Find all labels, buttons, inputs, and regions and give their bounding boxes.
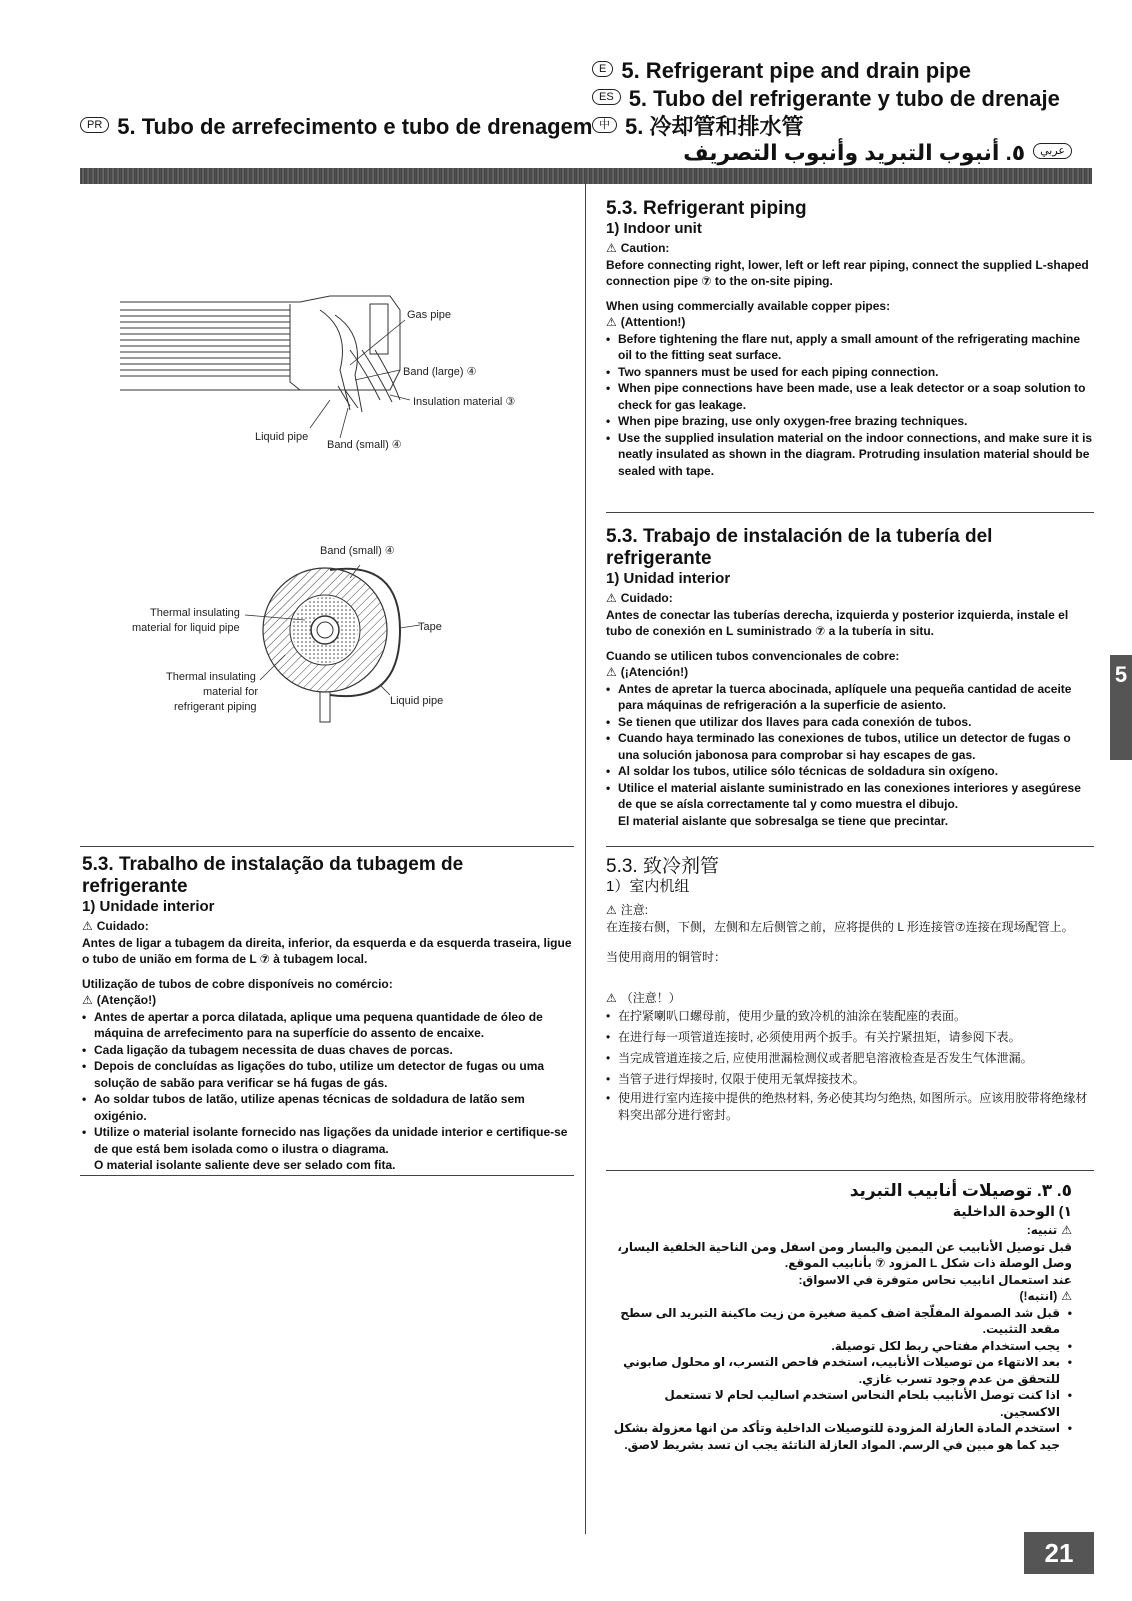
section-subtitle-pt: 1) Unidade interior (82, 898, 215, 915)
caution-text: قبل توصيل الأنابيب عن اليمين واليسار ومن اسفل ومن الناحية الخلفية اليسار، وصل الوصلة ذات شكل L المزود ⑦ بأنابيب الموقع. (617, 1239, 1072, 1270)
lang-badge-zh: 中 (592, 117, 617, 133)
divider-pt-bottom (80, 1175, 574, 1176)
attention-label: (انتبه!) (1019, 1289, 1058, 1303)
label-gas-pipe: Gas pipe (407, 309, 452, 321)
list-item: • 当完成管道连接之后, 应使用泄漏检测仪或者肥皂溶液检查是否发生气体泄漏。 (606, 1048, 1094, 1069)
label-liquid-pipe-2: Liquid pipe (390, 695, 444, 707)
section-english (606, 198, 1094, 479)
section-spanish (606, 526, 1094, 829)
label-insulation-material: Insulation material ③ (413, 396, 516, 408)
header-es (592, 86, 1060, 112)
warning-icon: ⚠ (82, 993, 93, 1007)
section-subtitle-zh: 1）室内机组 (606, 878, 690, 895)
header-pt-title: 5. Tubo de arrefecimento e tubo de drenagem (117, 114, 593, 139)
caution-label: 注意: (620, 903, 649, 917)
header-en-title: 5. Refrigerant pipe and drain pipe (621, 58, 971, 83)
warning-icon: ⚠ (1061, 1223, 1072, 1237)
divider-zh-ar (606, 1170, 1094, 1171)
copper-intro: Cuando se utilicen tubos convencionales de cobre: (606, 648, 900, 663)
warning-icon: ⚠ (606, 903, 617, 917)
caution-label: تنبيه: (1026, 1223, 1058, 1237)
pipe-insulation-cross-section (120, 540, 540, 740)
warning-icon: ⚠ (606, 990, 617, 1005)
warning-icon: ⚠ (606, 315, 617, 329)
section-chinese (606, 856, 1094, 1124)
last-line-pt: O material isolante saliente deve ser selado com fita. (94, 1158, 396, 1172)
label-band-large: Band (large) ④ (403, 366, 477, 378)
lang-badge-pt: PR (80, 117, 109, 133)
header-divider-bar (80, 168, 1092, 184)
header-en (592, 58, 971, 84)
caution-text: Before connecting right, lower, left or left rear piping, connect the supplied L-shaped connection pipe ⑦ to the on-site piping. (606, 257, 1089, 288)
section-title-ar: ٥. ٣. توصيلات أنابيب التبريد (849, 1181, 1072, 1200)
warning-icon: ⚠ (82, 919, 93, 933)
bullet-list-es (606, 681, 1094, 813)
list-item: • 当管子进行焊接时, 仅限于使用无氧焊接技术。 (606, 1069, 1094, 1090)
list-item: • Ao soldar tubos de latão, utilize apenas técnicas de soldadura de latão sem oxigénio. (82, 1091, 574, 1124)
list-item: • Before tightening the flare nut, apply a small amount of the refrigerating machine oil to the fitting seat surface. (606, 331, 1094, 364)
list-item: • بعد الانتهاء من توصيلات الأنابيب، استخدم فاحص التسرب، او محلول صابوني للتحقق من عدم وجود تسرب غازي. (606, 1354, 1072, 1387)
copper-intro: Utilização de tubos de cobre disponíveis no comércio: (82, 976, 393, 991)
list-item: • استخدم المادة العازلة المزودة للتوصيلات الداخلية وتأكد من انها معزولة بشكل جيد كما هو مبين في الرسم. المواد العازلة الناتئة يجب ان تسد بشريط لاصق. (606, 1420, 1072, 1453)
copper-intro: 当使用商用的铜管时： (606, 950, 727, 964)
section-title-zh: 5.3. 致冷剂管 (606, 856, 719, 877)
list-item: • Depois de concluídas as ligações do tubo, utilize um detector de fugas ou uma solução de sabão para verificar se há fugas de gás. (82, 1058, 574, 1091)
section-title-en: 5.3. Refrigerant piping (606, 198, 807, 219)
caution-label: Caution: (620, 241, 670, 255)
list-item: • يجب استخدام مفتاحي ربط لكل توصيلة. (606, 1338, 1072, 1355)
section-portuguese (82, 854, 574, 1174)
divider-pt-top (80, 846, 574, 847)
list-item: • Utilice el material aislante suministrado en las conexiones interiores y asegúrese de que se aísla correctamente tal y como muestra el dibujo. (606, 780, 1094, 813)
label-thermal-ref-3: refrigerant piping (174, 701, 257, 713)
list-item: • Antes de apertar a porca dilatada, aplique uma pequena quantidade de óleo de máquina de arrefecimento para na superfície do assento de encaixe. (82, 1009, 574, 1042)
last-line-es: El material aislante que sobresalga se tiene que precintar. (618, 813, 949, 828)
attention-label: (Atenção!) (96, 993, 157, 1007)
caution-text: Antes de ligar a tubagem da direita, inferior, da esquerda e da esquerda traseira, ligue o tubo de união em forma de L ⑦ à tubagem local. (82, 935, 572, 966)
lang-badge-ar: عربي (1033, 143, 1072, 159)
attention-label: (Attention!) (620, 315, 686, 329)
divider-en-es (606, 512, 1094, 513)
list-item: • When pipe brazing, use only oxygen-free brazing techniques. (606, 413, 1094, 430)
copper-intro: When using commercially available copper pipes: (606, 298, 891, 313)
lang-badge-es: ES (592, 89, 621, 105)
bullet-list-en (606, 331, 1094, 480)
section-title-pt: 5.3. Trabalho de instalação da tubagem de refrigerante (82, 854, 464, 897)
caution-text: Antes de conectar las tuberías derecha, izquierda y posterior izquierda, instale el tubo de conexión en L suministrado ⑦ a la tubería in situ. (606, 607, 1069, 638)
label-band-small-2: Band (small) ④ (320, 545, 395, 557)
list-item: • Use the supplied insulation material on the indoor connections, and make sure it is neatly insulated as shown in the diagram. Protruding insulation material should be sealed with tape. (606, 430, 1094, 480)
divider-es-zh (606, 846, 1094, 847)
list-item: • Antes de apretar la tuerca abocinada, aplíquele una pequeña cantidad de aceite para máquinas de refrigeración a la superficie de asiento. (606, 681, 1094, 714)
attention-label: （注意！） (620, 990, 681, 1005)
section-subtitle-ar: ١) الوحدة الداخلية (952, 1203, 1072, 1219)
side-chapter-tab: 5 (1110, 655, 1132, 760)
warning-icon: ⚠ (606, 241, 617, 255)
header-zh-title: 5. 冷却管和排水管 (625, 114, 804, 139)
list-item: • When pipe connections have been made, use a leak detector or a soap solution to check for gas leakage. (606, 380, 1094, 413)
header-pt (80, 114, 592, 140)
section-title-es: 5.3. Trabajo de instalación de la tubería del refrigerante (606, 526, 993, 569)
list-item: • Al soldar los tubos, utilice sólo técnicas de soldadura sin oxígeno. (606, 763, 1094, 780)
bullet-list-pt (82, 1009, 574, 1158)
section-arabic (606, 1180, 1072, 1453)
list-item: • Cuando haya terminado las conexiones de tubos, utilice un detector de fugas o una solución jabonosa para comprobar si hay escapes de gas. (606, 730, 1094, 763)
warning-icon: ⚠ (606, 665, 617, 679)
caution-text: 在连接右侧，下侧，左侧和左后侧管之前，应将提供的 L 形连接管⑦连接在现场配管上。 (606, 919, 1074, 934)
column-divider (585, 184, 586, 1534)
list-item: • 使用进行室内连接中提供的绝热材料, 务必使其均匀绝热, 如图所示。应该用胶带将绝缘材料突出部分进行密封。 (606, 1090, 1094, 1124)
lang-badge-en: E (592, 61, 613, 77)
label-thermal-ref-1: Thermal insulating (166, 671, 256, 683)
header-zh (592, 114, 803, 140)
header-ar (683, 140, 1072, 166)
label-tape: Tape (418, 621, 442, 633)
list-item: • Se tienen que utilizar dos llaves para cada conexión de tubos. (606, 714, 1094, 731)
copper-intro: عند استعمال انابيب نحاس متوفرة في الاسواق: (798, 1272, 1072, 1287)
label-band-small: Band (small) ④ (327, 439, 402, 451)
header-es-title: 5. Tubo del refrigerante y tubo de drenaje (628, 86, 1060, 111)
section-subtitle-es: 1) Unidad interior (606, 570, 731, 587)
list-item: • قبل شد الصمولة المفلّجة اضف كمية صغيرة من زيت ماكينة التبريد الى سطح مقعد التثبيت. (606, 1305, 1072, 1338)
header-ar-title: ٥. أنبوب التبريد وأنبوب التصريف (683, 140, 1026, 165)
warning-icon: ⚠ (1061, 1289, 1072, 1303)
section-subtitle-en: 1) Indoor unit (606, 220, 702, 237)
label-thermal-liquid-1: Thermal insulating (150, 607, 240, 619)
warning-icon: ⚠ (606, 591, 617, 605)
page-number: 21 (1024, 1532, 1094, 1574)
bullet-list-zh (606, 1006, 1094, 1124)
list-item: • Utilize o material isolante fornecido nas ligações da unidade interior e certifique-se de que está bem isolada como o ilustra o diagrama. (82, 1124, 574, 1157)
caution-label: Cuidado: (620, 591, 673, 605)
label-liquid-pipe: Liquid pipe (255, 431, 309, 443)
list-item: • اذا كنت توصل الأنابيب بلحام النحاس استخدم اساليب لحام لا تستعمل الاكسجين. (606, 1387, 1072, 1420)
list-item: • 在进行每一项管道连接时, 必须使用两个扳手。有关拧紧扭矩，请参阅下表。 (606, 1027, 1094, 1048)
label-thermal-liquid-2: material for liquid pipe (132, 622, 240, 634)
label-thermal-ref-2: material for (203, 686, 259, 698)
indoor-unit-diagram (100, 290, 540, 465)
list-item: • Cada ligação da tubagem necessita de duas chaves de porcas. (82, 1042, 574, 1059)
attention-label: (¡Atención!) (620, 665, 689, 679)
caution-label: Cuidado: (96, 919, 149, 933)
list-item: • 在拧紧喇叭口螺母前，使用少量的致冷机的油涂在装配座的表面。 (606, 1006, 1094, 1027)
list-item: • Two spanners must be used for each piping connection. (606, 364, 1094, 381)
bullet-list-ar (606, 1305, 1072, 1454)
